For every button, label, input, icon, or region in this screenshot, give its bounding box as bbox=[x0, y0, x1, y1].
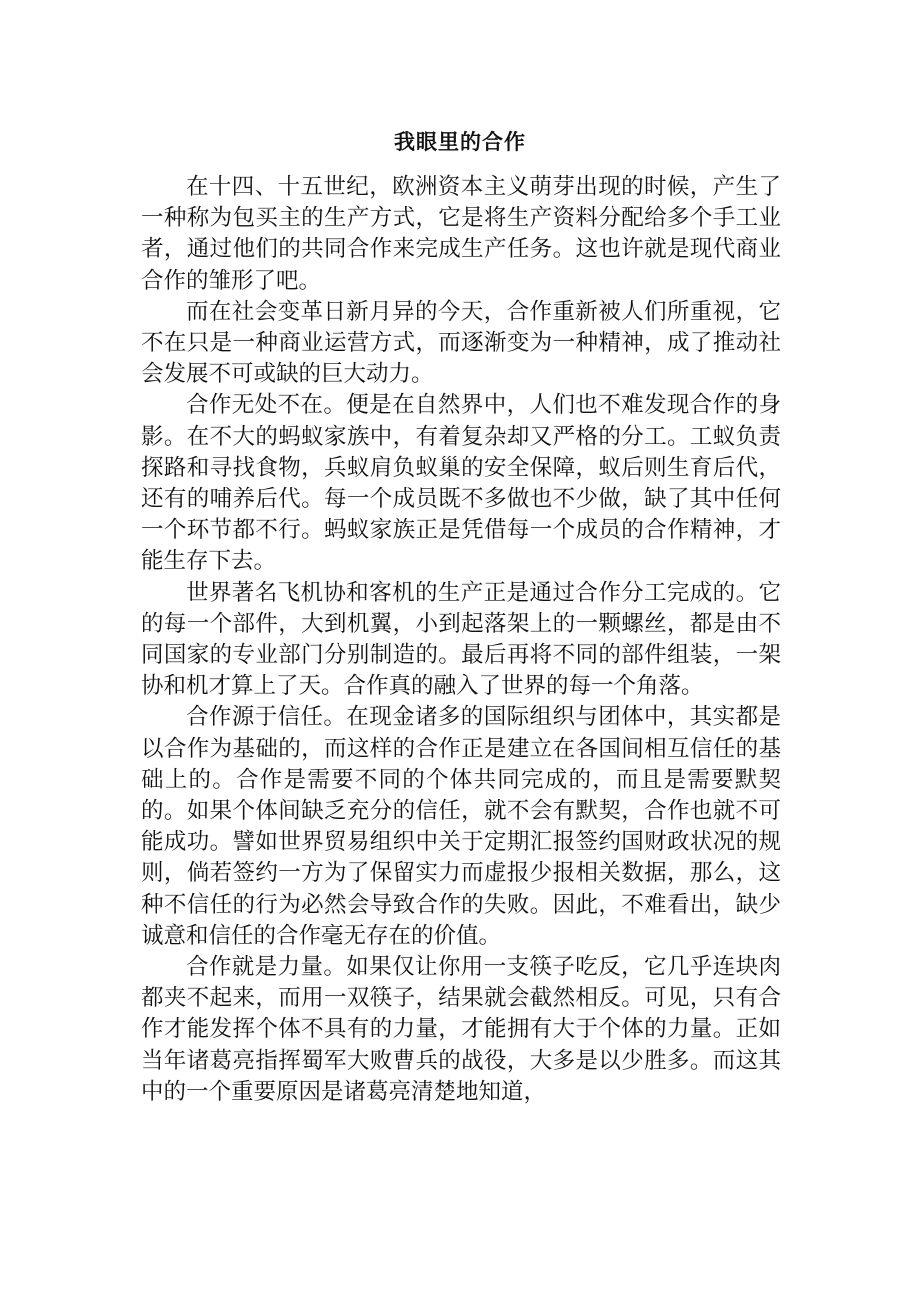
paragraph: 合作源于信任。在现金诸多的国际组织与团体中，其实都是以合作为基础的，而这样的合作正是建立在各国间相互信任的基础上的。合作是需要不同的个体共同完成的，而且是需要默契的。如果个体间缺乏充分的信任，就不会有默契，合作也就不可能成功。譬如世界贸易组织中关于定期汇报签约国财政状况的规则，倘若签约一方为了保留实力而虚报少报相关数据，那么，这种不信任的行为必然会导致合作的失败。因此，不难看出，缺少诚意和信任的合作毫无存在的价值。 bbox=[141, 704, 781, 949]
paragraph: 合作就是力量。如果仅让你用一支筷子吃反，它几乎连块肉都夹不起来，而用一双筷子，结果就会截然相反。可见，只有合作才能发挥个体不具有的力量，才能拥有大于个体的力量。正如当年诸葛亮指挥蜀军大败曹兵的战役，大多是以少胜多。而这其中的一个重要原因是诸葛亮清楚地知道， bbox=[141, 954, 781, 1105]
paragraph: 合作无处不在。便是在自然界中，人们也不难发现合作的身影。在不大的蚂蚁家族中，有着复杂却又严格的分工。工蚁负责探路和寻找食物，兵蚁肩负蚁巢的安全保障，蚁后则生育后代，还有的哺养后代。每一个成员既不多做也不少做，缺了其中任何一个环节都不行。蚂蚁家族正是凭借每一个成员的合作精神，才能生存下去。 bbox=[141, 392, 781, 575]
paragraph: 在十四、十五世纪，欧洲资本主义萌芽出现的时候，产生了一种称为包买主的生产方式，它是将生产资料分配给多个手工业者，通过他们的共同合作来完成生产任务。这也许就是现代商业合作的雏形了吧。 bbox=[141, 174, 781, 294]
document-body bbox=[141, 172, 781, 1108]
document-title: 我眼里的合作 bbox=[394, 130, 526, 155]
paragraph: 世界著名飞机协和客机的生产正是通过合作分工完成的。它的每一个部件，大到机翼，小到起落架上的一颗螺丝，都是由不同国家的专业部门分别制造的。最后再将不同的部件组装，一架协和机才算上了天。合作真的融入了世界的每一个角落。 bbox=[141, 579, 781, 700]
paragraph: 而在社会变革日新月异的今天，合作重新被人们所重视，它不在只是一种商业运营方式，而逐渐变为一种精神，成了推动社会发展不可或缺的巨大动力。 bbox=[141, 298, 781, 388]
